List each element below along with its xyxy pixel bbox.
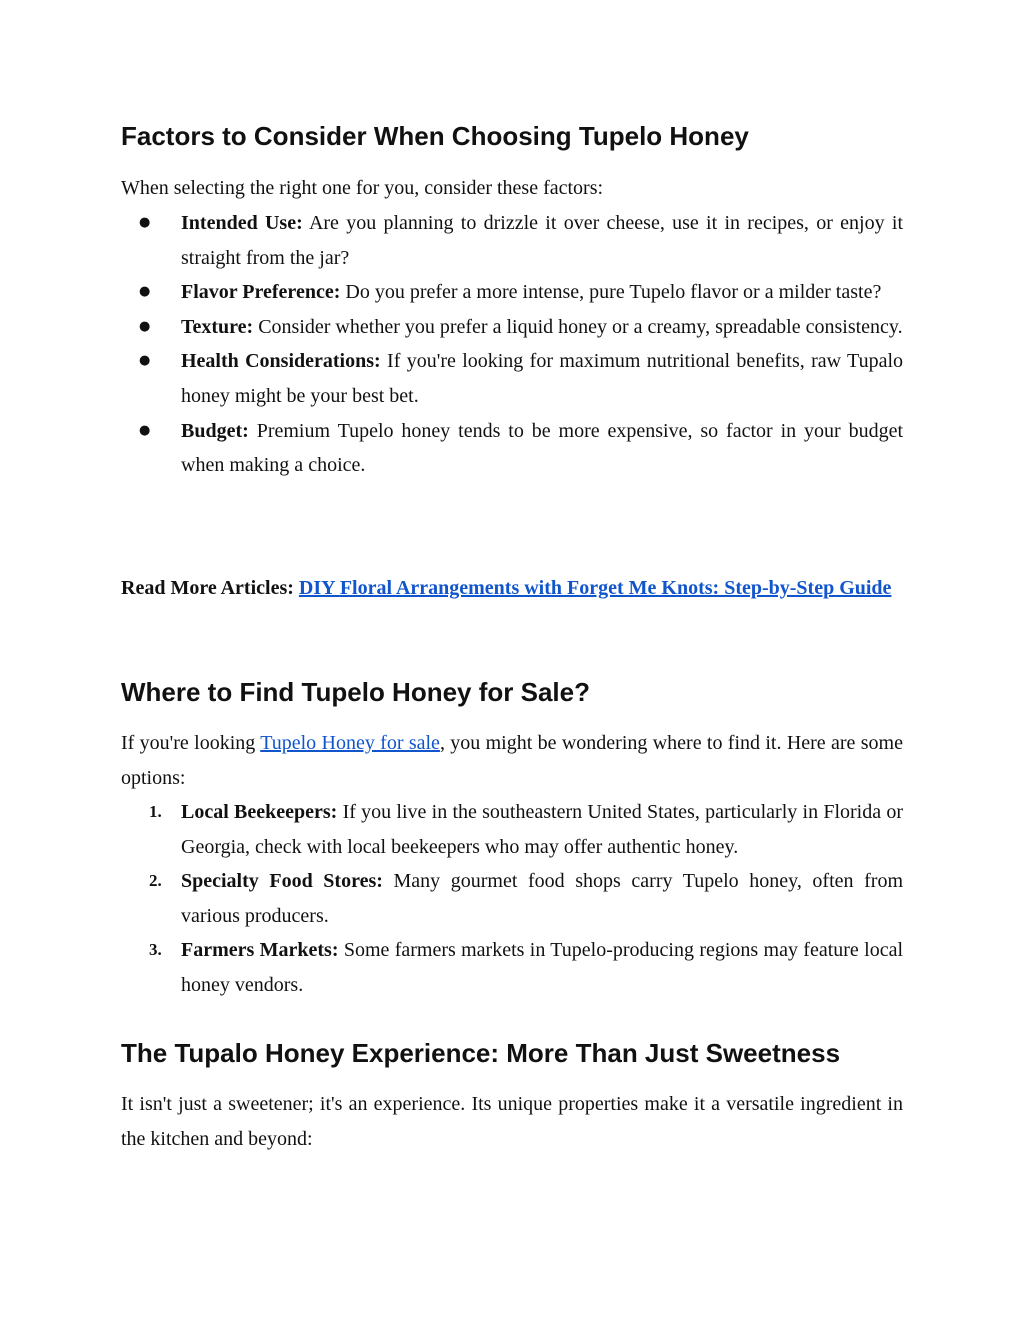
tupelo-honey-sale-link[interactable]: Tupelo Honey for sale xyxy=(260,732,440,754)
list-number: 2. xyxy=(149,871,162,891)
option-label: Specialty Food Stores: xyxy=(181,870,383,893)
option-text: Some farmers markets in Tupelo-producing regions may feature local honey vendors. xyxy=(181,939,904,996)
bullet-icon: ● xyxy=(139,353,151,369)
option-label: Local Beekeepers: xyxy=(181,801,338,823)
factor-text: Premium Tupelo honey tends to be more expensive, so factor in your budget when making a choice. xyxy=(181,419,904,477)
read-more-line xyxy=(121,571,903,606)
list-number: 3. xyxy=(149,940,162,960)
factor-text: If you're looking for maximum nutritional benefits, raw Tupalo honey might be your best bet. xyxy=(181,350,904,407)
option-label: Farmers Markets: xyxy=(181,939,339,962)
list-item xyxy=(121,795,903,864)
heading-experience: The Tupalo Honey Experience: More Than Just Sweetness xyxy=(121,1038,841,1068)
factor-label: Budget: xyxy=(181,419,249,442)
where-intro xyxy=(121,726,903,795)
factor-label: Texture: xyxy=(181,315,254,338)
read-more-label: Read More Articles: xyxy=(121,577,294,599)
experience-intro: It isn't just a sweetener; it's an experience. Its unique properties make it a versatile ingredient in the kitchen and beyond: xyxy=(121,1093,903,1150)
where-list xyxy=(121,795,903,1003)
read-more-link[interactable]: DIY Floral Arrangements with Forget Me Knots: Step-by-Step Guide xyxy=(298,577,892,599)
option-text: Many gourmet food shops carry Tupelo honey, often from various producers. xyxy=(181,870,904,927)
bullet-icon: ● xyxy=(139,422,151,438)
list-item xyxy=(121,275,903,310)
bullet-icon: ● xyxy=(139,284,151,300)
factors-list xyxy=(121,206,903,483)
factors-intro: When selecting the right one for you, consider these factors: xyxy=(121,177,604,199)
bullet-icon: ● xyxy=(139,318,151,334)
factor-label: Intended Use: xyxy=(181,212,303,234)
list-item xyxy=(121,414,903,483)
factor-text: Consider whether you prefer a liquid honey or a creamy, spreadable consistency. xyxy=(258,315,903,338)
bullet-icon: ● xyxy=(139,215,151,230)
factor-text: Are you planning to drizzle it over cheese, use it in recipes, or enjoy it straight from the jar? xyxy=(181,212,903,269)
list-item xyxy=(121,344,903,413)
list-item xyxy=(121,933,903,1002)
where-intro-before: If you're looking xyxy=(121,732,261,754)
list-number: 1. xyxy=(149,802,162,821)
list-item xyxy=(121,864,903,933)
list-item xyxy=(121,206,903,275)
where-intro-after: , you might be wondering where to find it. Here are some options: xyxy=(121,732,903,789)
factor-label: Health Considerations: xyxy=(181,350,381,373)
heading-where-to-find: Where to Find Tupelo Honey for Sale? xyxy=(121,677,590,707)
list-item xyxy=(121,310,903,345)
factor-label: Flavor Preference: xyxy=(181,281,341,304)
factor-text: Do you prefer a more intense, pure Tupelo flavor or a milder taste? xyxy=(345,281,882,304)
heading-factors: Factors to Consider When Choosing Tupelo Honey xyxy=(121,121,749,151)
option-text: If you live in the southeastern United States, particularly in Florida or Georgia, check with local beekeepers who may offer authentic honey. xyxy=(181,801,904,858)
